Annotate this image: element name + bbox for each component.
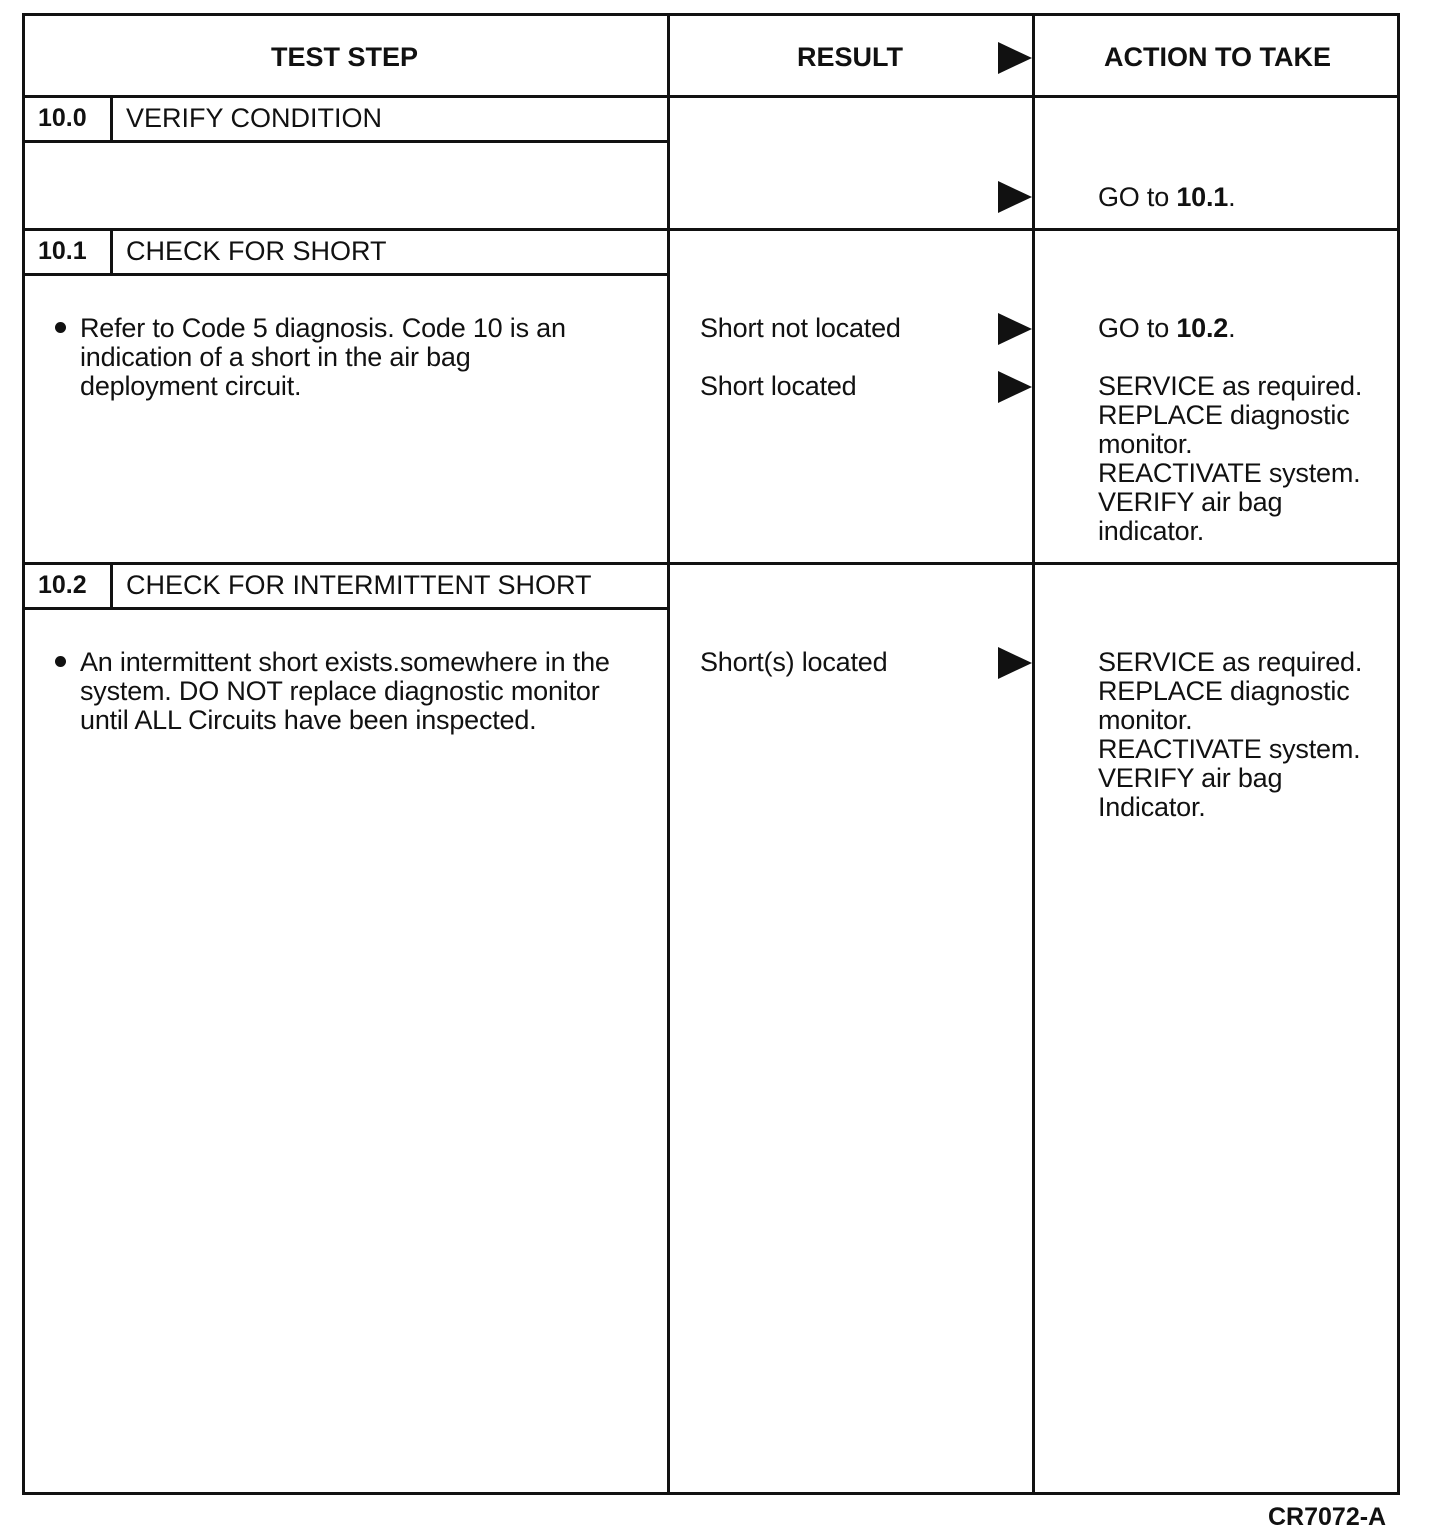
action-text: GO to 10.2.	[1098, 313, 1236, 343]
step-divider	[22, 562, 1400, 565]
action-line: VERIFY air bag	[1098, 763, 1283, 793]
step-title-underline	[22, 140, 667, 143]
result-text: Short located	[700, 371, 857, 401]
action-line: REACTIVATE system.	[1098, 734, 1361, 764]
step-number: 10.1	[38, 237, 87, 265]
bullet-line: indication of a short in the air bag	[80, 342, 471, 372]
bullet-icon	[55, 656, 66, 667]
action-line: VERIFY air bag	[1098, 487, 1283, 517]
action-line: REPLACE diagnostic	[1098, 676, 1350, 706]
step-number-divider	[110, 562, 113, 610]
result-arrow-icon	[998, 313, 1032, 345]
action-line: REACTIVATE system.	[1098, 458, 1361, 488]
step-number-divider	[110, 95, 113, 143]
bullet-line: deployment circuit.	[80, 371, 302, 401]
step-title: CHECK FOR INTERMITTENT SHORT	[126, 570, 592, 600]
step-title: VERIFY CONDITION	[126, 103, 383, 133]
result-arrow-icon	[998, 181, 1032, 213]
action-line: REPLACE diagnostic	[1098, 400, 1350, 430]
step-number: 10.2	[38, 571, 87, 599]
result-arrow-icon	[998, 647, 1032, 679]
action-line: monitor.	[1098, 705, 1193, 735]
bullet-line: system. DO NOT replace diagnostic monitor	[80, 676, 600, 706]
action-line: Indicator.	[1098, 792, 1206, 822]
step-title-underline	[22, 607, 667, 610]
action-line: indicator.	[1098, 516, 1205, 546]
result-text: Short not located	[700, 313, 901, 343]
header-divider	[22, 95, 1400, 98]
result-arrow-icon	[998, 371, 1032, 403]
header-result: RESULT	[797, 42, 903, 72]
step-divider	[22, 228, 1400, 231]
bullet-line: Refer to Code 5 diagnosis. Code 10 is an	[80, 313, 566, 343]
action-text: GO to 10.1.	[1098, 182, 1236, 212]
header-action: ACTION TO TAKE	[1104, 42, 1331, 72]
result-text: Short(s) located	[700, 647, 888, 677]
step-number: 10.0	[38, 104, 87, 132]
action-line: SERVICE as required.	[1098, 371, 1363, 401]
step-title: CHECK FOR SHORT	[126, 236, 387, 266]
action-line: monitor.	[1098, 429, 1193, 459]
bullet-line: An intermittent short exists.somewhere in the	[80, 647, 610, 677]
column-divider	[667, 13, 670, 1495]
bullet-line: until ALL Circuits have been inspected.	[80, 705, 537, 735]
bullet-icon	[55, 322, 66, 333]
column-divider	[1032, 13, 1035, 1495]
header-arrow-icon	[998, 42, 1032, 74]
header-test-step: TEST STEP	[270, 42, 419, 72]
step-title-underline	[22, 273, 667, 276]
action-line: SERVICE as required.	[1098, 647, 1363, 677]
figure-id: CR7072-A	[1268, 1503, 1387, 1531]
step-number-divider	[110, 228, 113, 276]
